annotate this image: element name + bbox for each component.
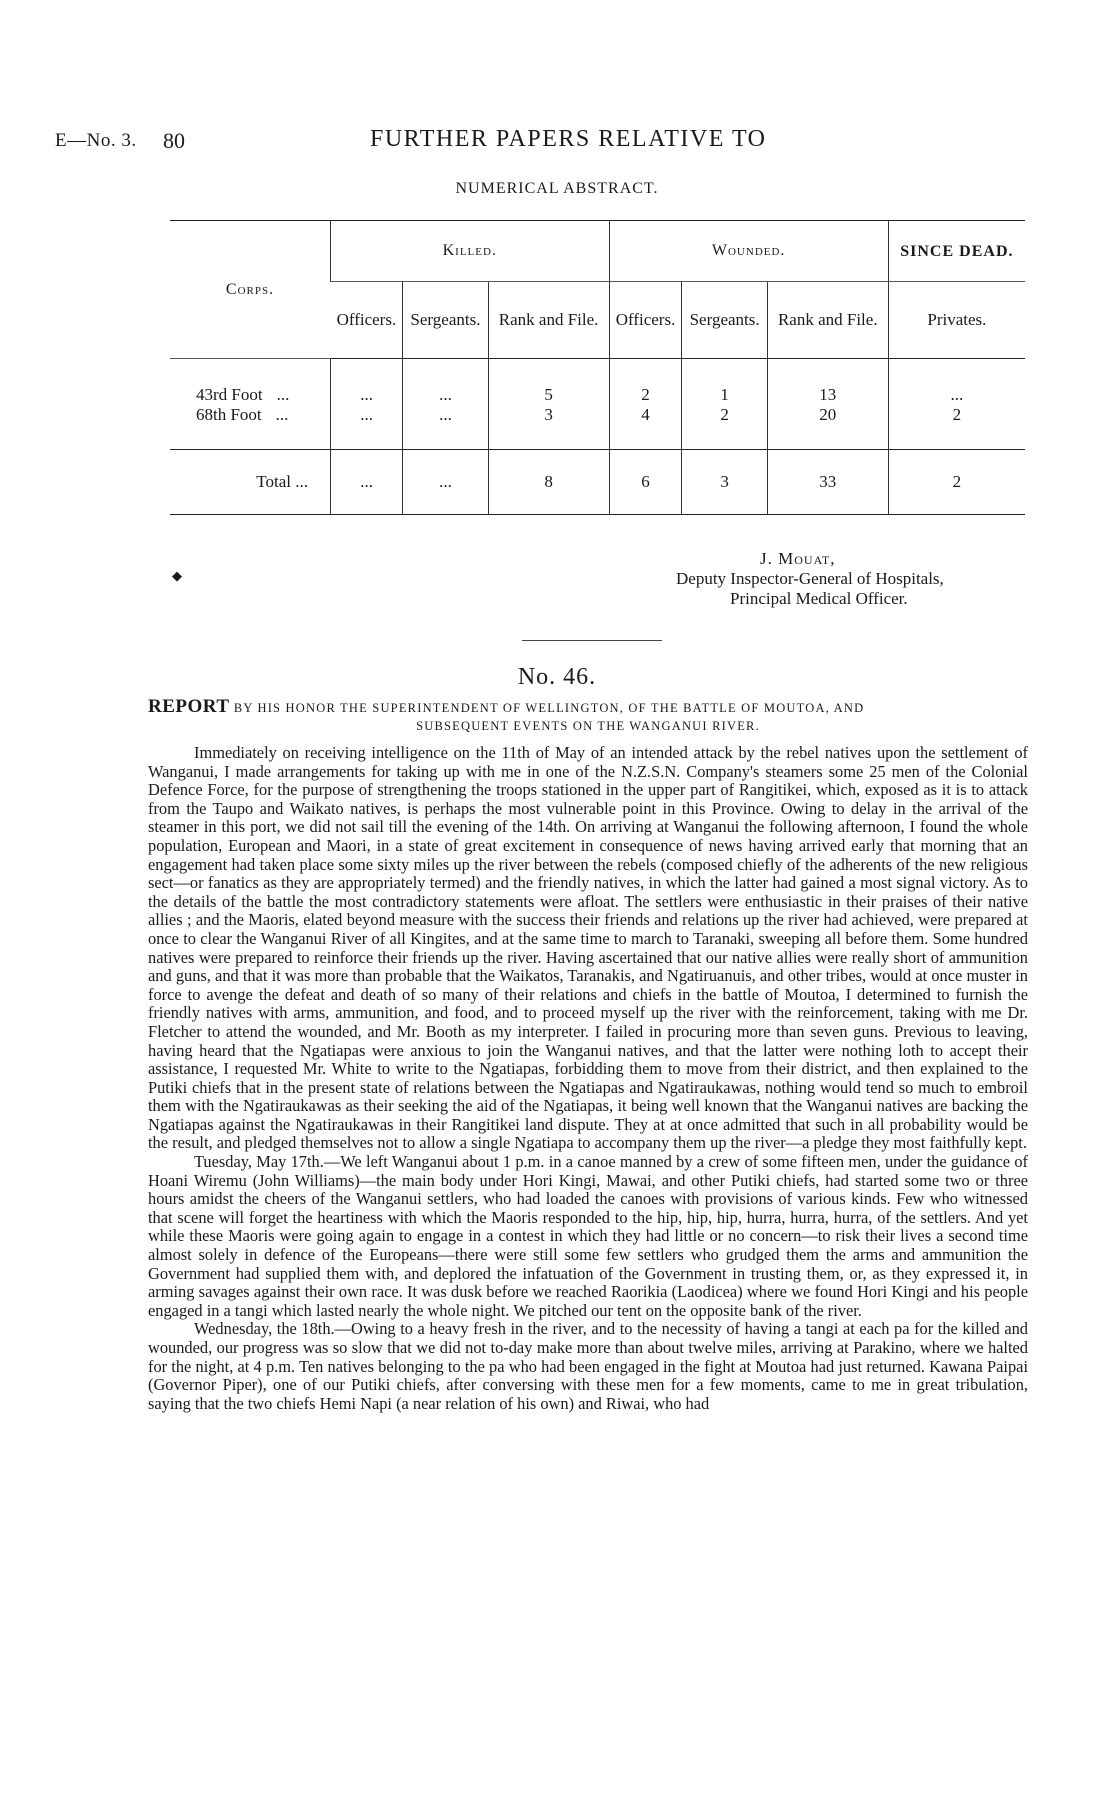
column-header-killed-rank-file: Rank and File. bbox=[488, 282, 609, 359]
table-total-row bbox=[170, 450, 1025, 515]
bullet-marker-icon: ◆ bbox=[172, 568, 182, 583]
cell-wounded-rank-file: 13 bbox=[767, 359, 888, 406]
total-wounded-officers: 6 bbox=[609, 450, 682, 515]
cell-killed-officers: ... bbox=[331, 359, 403, 406]
total-since-dead-privates: 2 bbox=[888, 450, 1025, 515]
body-paragraph: Tuesday, May 17th.—We left Wanganui about 1 p.m. in a canoe manned by a crew of some fifteen men, under the guidance of Hoani Wiremu (John Williams)—the main body under Hori Kingi, Mawai, and other Putiki chiefs, had started some two or three hours amidst the cheers of the Wanganui settlers, who had loaded the canoes with provisions of various kinds. Few who witnessed that scene will forget the heartiness with which the Maoris responded to the hip, hip, hip, hurra, hurra, hurra, of the settlers. And yet while these Maoris were going again to engage in a contest in which they had little or no concern—to risk their lives a second time almost solely in defence of the Europeans—there were still some few settlers who grudged them the arms and ammunition the Government had supplied them with, and deplored the infatuation of the Government in trusting them, or, as they expressed it, in arming savages against their own race. It was dusk before we reached Raorikia (Laodicea) where we found Hori Kingi and his people engaged in a tangi which lasted nearly the whole night. We pitched our tent on the opposite bank of the river. bbox=[148, 1152, 1028, 1320]
cell-killed-rank-file: 5 bbox=[488, 359, 609, 406]
column-header-privates: Privates. bbox=[888, 282, 1025, 359]
signatory-role: Principal Medical Officer. bbox=[730, 589, 908, 608]
cell-killed-officers: ... bbox=[331, 405, 403, 450]
numerical-abstract-table bbox=[170, 220, 1025, 515]
document-number: E—No. 3. bbox=[55, 130, 137, 151]
report-heading-lead: REPORT bbox=[148, 696, 230, 717]
column-header-corps: Corps. bbox=[170, 221, 331, 359]
column-group-since-dead: SINCE DEAD. bbox=[888, 221, 1025, 282]
table-header-row bbox=[170, 221, 1025, 282]
column-header-killed-officers: Officers. bbox=[331, 282, 403, 359]
total-killed-officers: ... bbox=[331, 450, 403, 515]
section-divider bbox=[522, 640, 662, 641]
body-paragraph: Immediately on receiving intelligence on the 11th of May of an intended attack by the rebel natives upon the settlement of Wanganui, I made arrangements for taking up with me in one of the N.Z.S.N. Company's steamers some 25 men of the Colonial Defence Force, for the purpose of strengthening the troops stationed in the upper part of Rangitikei, which, exposed as it is to attack from the Taupo and Waikato natives, is perhaps the most vulnerable point in this Province. Owing to delay in the arrival of the steamer in this port, we did not sail till the evening of the 14th. On arriving at Wanganui the following afternoon, I found the whole population, European and Maori, in a state of great excitement in consequence of news having arrived early that morning that an engagement had taken place some sixty miles up the river between the rebels (composed chiefly of the adherents of the new religious sect—or fanatics as they are appropriately termed) and the friendly natives, in which the latter had gained a most signal victory. As to the details of the battle the most contradictory statements were afloat. The settlers were enthusiastic in their praises of their native allies ; and the Maoris, elated beyond measure with the success their friends and relations up the river had achieved, were prepared at once to clear the Wanganui River of all Kingites, and at the same time to march to Taranaki, sweeping all before them. Some hundred natives were prepared to reinforce their friends up the river. Having ascertained that our native allies were really short of ammunition and guns, and that it was more than probable that the Waikatos, Taranakis, and Ngatiruanuis, and other tribes, would at once muster in force to avenge the defeat and death of so many of their relations and chiefs in the battle of Moutoa, I determined to furnish the friendly natives with arms, ammunition, and food, and to proceed myself up the river with the reinforcement, taking with me Dr. Fletcher to attend the wounded, and Mr. Booth as my interpreter. I failed in procuring more than seven guns. Previous to leaving, having heard that the Ngatiapas were anxious to join the Wanganui natives, and that the latter were nothing loth to accept their assistance, I requested Mr. White to write to the Ngatiapas, forbidding them to move from their district, and then explained to the Putiki chiefs that in the present state of relations between the Ngatiapas and Ngatiraukawas, nothing would tend so much to embroil them with the Ngatiraukawas as their seeking the aid of the Ngatiapas, it being well known that the Wanganui natives are backing the Ngatiapas against the Ngatiraukawas in their Rangitikei land dispute. They at at once admitted that such in all probability would be the result, and pledged themselves not to allow a single Ngatiapa to accompany them up the river—a pledge they most faithfully kept. bbox=[148, 743, 1028, 1153]
report-heading-text: BY HIS HONOR THE SUPERINTENDENT OF WELLINGTON, OF THE BATTLE OF MOUTOA, AND bbox=[229, 701, 865, 715]
cell-killed-rank-file: 3 bbox=[488, 405, 609, 450]
body-paragraph: Wednesday, the 18th.—Owing to a heavy fresh in the river, and to the necessity of having a tangi at each pa for the killed and wounded, our progress was so slow that we did not to-day make more than about twelve miles, arriving at Parakino, where we halted for the night, at 4 p.m. Ten natives belonging to the pa who had been engaged in the fight at Moutoa had just returned. Kawana Paipai (Governor Piper), one of our Putiki chiefs, after conversing with these men for a few moments, came to me in great tribulation, saying that the two chiefs Hemi Napi (a near relation of his own) and Riwai, who had bbox=[148, 1319, 1028, 1413]
cell-wounded-officers: 2 bbox=[609, 359, 682, 406]
cell-killed-sergeants: ... bbox=[403, 405, 488, 450]
table-row bbox=[170, 405, 1025, 450]
cell-wounded-sergeants: 1 bbox=[682, 359, 767, 406]
cell-since-dead-privates: 2 bbox=[888, 405, 1025, 450]
report-number: No. 46. bbox=[517, 664, 597, 690]
total-wounded-rank-file: 33 bbox=[767, 450, 888, 515]
abstract-title: NUMERICAL ABSTRACT. bbox=[455, 180, 659, 197]
report-heading-continuation: SUBSEQUENT EVENTS ON THE WANGANUI RIVER. bbox=[416, 719, 760, 733]
table-row bbox=[170, 359, 1025, 406]
row-leader-dots: ... bbox=[276, 385, 290, 404]
report-body bbox=[148, 744, 1028, 1413]
row-corps: 68th Foot bbox=[196, 405, 262, 424]
total-killed-sergeants: ... bbox=[403, 450, 488, 515]
page-header bbox=[0, 126, 1114, 156]
page-number: 80 bbox=[163, 128, 185, 153]
total-wounded-sergeants: 3 bbox=[682, 450, 767, 515]
row-corps: 43rd Foot bbox=[196, 385, 263, 404]
report-heading bbox=[148, 698, 1028, 735]
column-group-wounded: Wounded. bbox=[609, 221, 888, 282]
column-group-killed: Killed. bbox=[331, 221, 610, 282]
cell-wounded-sergeants: 2 bbox=[682, 405, 767, 450]
cell-killed-sergeants: ... bbox=[403, 359, 488, 406]
cell-since-dead-privates: ... bbox=[888, 359, 1025, 406]
row-leader-dots: ... bbox=[275, 405, 289, 424]
column-header-wounded-sergeants: Sergeants. bbox=[682, 282, 767, 359]
column-header-killed-sergeants: Sergeants. bbox=[403, 282, 488, 359]
cell-wounded-rank-file: 20 bbox=[767, 405, 888, 450]
total-killed-rank-file: 8 bbox=[488, 450, 609, 515]
total-label: Total ... bbox=[170, 450, 331, 515]
signatory-title: Deputy Inspector-General of Hospitals, bbox=[676, 569, 944, 588]
running-title: FURTHER PAPERS RELATIVE TO bbox=[370, 126, 767, 152]
column-header-wounded-rank-file: Rank and File. bbox=[767, 282, 888, 359]
signatory-name: J. Mouat, bbox=[760, 549, 836, 568]
column-header-wounded-officers: Officers. bbox=[609, 282, 682, 359]
cell-wounded-officers: 4 bbox=[609, 405, 682, 450]
